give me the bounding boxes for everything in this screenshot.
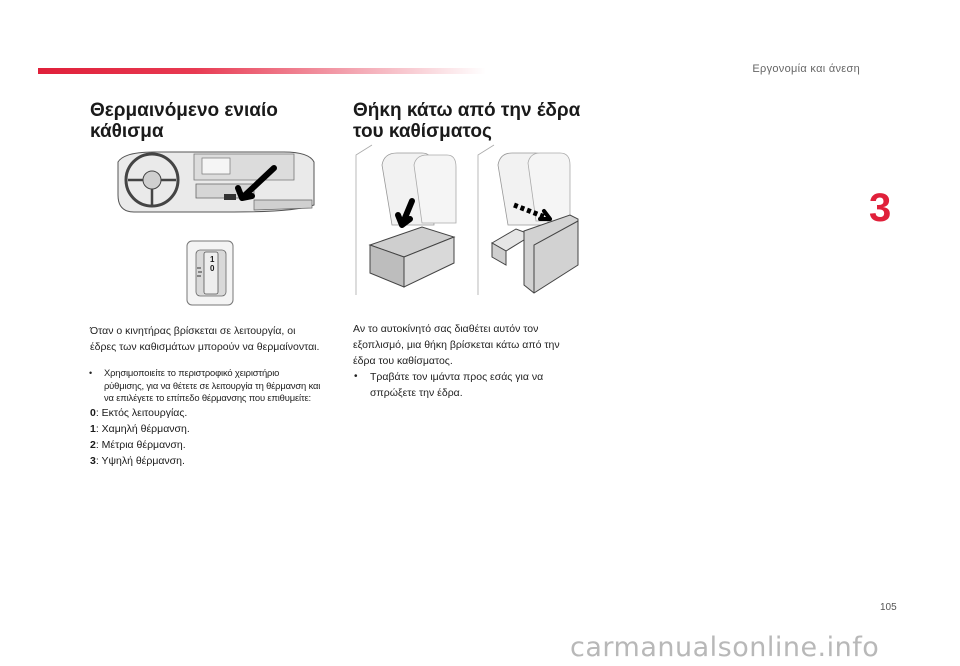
level-item: 2: Μέτρια θέρμανση. (90, 439, 186, 451)
note-line: ρύθμισης, για να θέτετε σε λειτουργία τη θέρμανση και (104, 379, 321, 391)
bullet-icon: • (89, 368, 93, 378)
storage-drawer-description (353, 321, 560, 369)
heading-line: του καθίσματος (353, 121, 492, 142)
note-line: να επιλέγετε το επίπεδο θέρμανσης που επιθυμείτε: (104, 392, 311, 403)
header-accent-bar (38, 68, 486, 74)
chapter-number: 3 (869, 186, 892, 230)
heated-seat-heading (90, 100, 278, 142)
intro-line: Όταν ο κινητήρας βρίσκεται σε λειτουργία, οι (90, 325, 296, 337)
storage-drawer-heading (353, 100, 580, 142)
heated-seat-intro (90, 323, 319, 355)
knob-label: 0 (210, 264, 215, 273)
watermark: carmanualsonline.info (570, 632, 880, 663)
heating-levels-list (90, 405, 190, 469)
level-item: 0: Εκτός λειτουργίας. (90, 407, 188, 419)
page-number: 105 (880, 602, 897, 613)
heading-line: Θήκη κάτω από την έδρα (353, 100, 581, 121)
description-line: εξοπλισμό, μια θήκη βρίσκεται κάτω από την (353, 339, 560, 351)
knob-instruction (89, 367, 321, 405)
description-line: Αν το αυτοκίνητό σας διαθέτει αυτόν τον (353, 323, 539, 335)
level-item: 1: Χαμηλή θέρμανση. (90, 423, 190, 435)
dashboard-illustration (114, 150, 324, 230)
seat-drawer-closed-illustration (352, 145, 470, 305)
storage-drawer-step (354, 369, 544, 401)
knob-level-labels (210, 255, 214, 273)
note-line: Χρησιμοποιείτε το περιστροφικό χειριστήριο (104, 367, 280, 378)
intro-line: έδρες των καθισμάτων μπορούν να θερμαίνονται. (90, 341, 320, 353)
bullet-icon: • (354, 371, 358, 382)
step-line: Τραβάτε τον ιμάντα προς εσάς για να (370, 371, 544, 383)
heading-line: Θερμαινόμενο ενιαίο (90, 100, 278, 121)
knob-label: 1 (210, 255, 215, 264)
heating-knob-illustration (186, 240, 234, 306)
heading-line: κάθισμα (90, 121, 164, 142)
seat-drawer-open-illustration (474, 145, 584, 305)
level-item: 3: Υψηλή θέρμανση. (90, 455, 185, 467)
description-line: έδρα του καθίσματος. (353, 355, 453, 367)
step-line: σπρώξετε την έδρα. (370, 387, 463, 399)
section-title: Εργονομία και άνεση (752, 63, 860, 75)
